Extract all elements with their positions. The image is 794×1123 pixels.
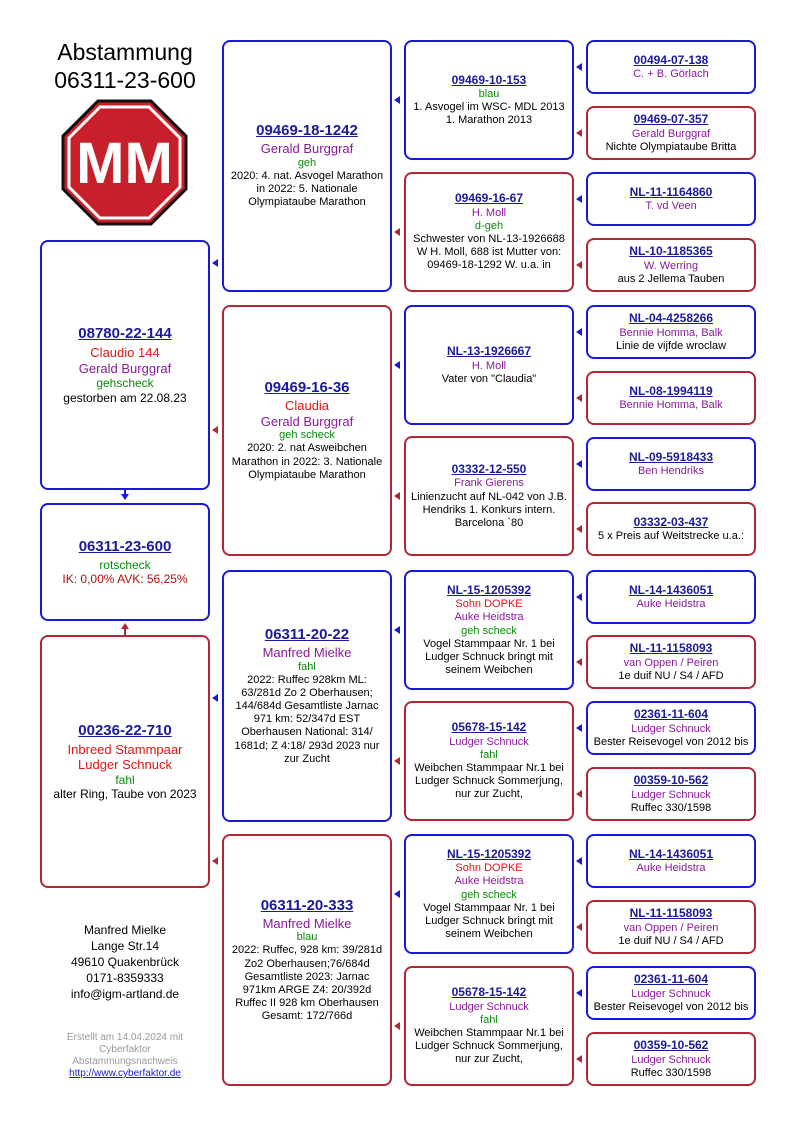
g4-breeder: Auke Heidstra: [636, 862, 706, 875]
g4-card[interactable]: [586, 966, 756, 1020]
g4-card[interactable]: [586, 172, 756, 226]
g4-ring[interactable]: 00494-07-138: [633, 52, 709, 67]
g2-info: 2020: 2. nat Asweibchen Marathon in 2022: 3. Nationale Olympiataube Marathon: [231, 442, 383, 481]
g3-breeder: H. Moll: [471, 206, 507, 219]
g2-color: fahl: [298, 660, 316, 673]
dam-card[interactable]: [40, 635, 210, 888]
g3-breeder: Auke Heidstra: [454, 875, 524, 888]
sire-breeder: Gerald Burggraf: [78, 360, 172, 376]
contact-city: 49610 Quakenbrück: [70, 955, 180, 969]
arrow-left-icon: [576, 923, 582, 931]
g4-breeder: C. + B. Görlach: [633, 68, 709, 81]
g4-info: Ruffec 330/1598: [630, 801, 712, 814]
g3-info: Vater von "Claudia": [441, 372, 537, 385]
g4-breeder: van Oppen / Peiren: [623, 656, 719, 669]
granddam-paternal-card[interactable]: [222, 305, 392, 556]
g4-ring[interactable]: NL-11-1164860: [629, 184, 713, 199]
g3-card[interactable]: [404, 701, 574, 821]
g4-card[interactable]: [586, 437, 756, 491]
granddam-maternal-card[interactable]: [222, 834, 392, 1086]
g3-breeder: H. Moll: [471, 359, 507, 372]
arrow-left-icon: [394, 626, 400, 634]
g4-breeder: Ludger Schnuck: [631, 722, 711, 735]
arrow-left-icon: [576, 525, 582, 533]
g4-ring[interactable]: 03332-03-437: [633, 514, 709, 529]
g4-card[interactable]: [586, 106, 756, 160]
g4-info: Bester Reisevogel von 2012 bis: [593, 735, 749, 748]
g4-card[interactable]: [586, 1032, 756, 1086]
arrow-left-icon: [576, 129, 582, 137]
g4-card[interactable]: [586, 371, 756, 425]
g4-breeder: T. vd Veen: [645, 200, 697, 213]
arrow-down-icon: [121, 494, 129, 500]
sire-color: gehscheck: [96, 376, 154, 391]
g4-breeder: van Oppen / Peiren: [623, 921, 719, 934]
subject-color: rotscheck: [99, 557, 151, 572]
contact-street: Lange Str.14: [90, 939, 160, 953]
g3-card[interactable]: [404, 834, 574, 954]
g4-info: Bester Reisevogel von 2012 bis: [593, 1000, 749, 1013]
g2-info: 2020: 4. nat. Asvogel Marathon in 2022: 5. Nationale Olympiataube Marathon: [230, 170, 384, 209]
g4-breeder: Ludger Schnuck: [631, 987, 711, 1000]
g2-breeder: Manfred Mielke: [262, 644, 352, 660]
sire-info: gestorben am 22.08.23: [63, 390, 187, 405]
arrow-left-icon: [394, 228, 400, 236]
g3-breeder: Ludger Schnuck: [449, 735, 529, 748]
arrow-left-icon: [576, 63, 582, 71]
arrow-left-icon: [394, 96, 400, 104]
g4-card[interactable]: [586, 40, 756, 94]
arrow-left-icon: [576, 790, 582, 798]
g2-ring[interactable]: 06311-20-333: [260, 896, 354, 914]
g4-info: Nichte Olympiataube Britta: [605, 140, 737, 153]
footer-line2: Cyberfaktor: [99, 1044, 151, 1055]
g3-ring[interactable]: 03332-12-550: [451, 461, 527, 476]
subject-inbreeding: IK: 0,00% AVK: 56,25%: [62, 572, 188, 586]
g3-ring[interactable]: 09469-10-153: [451, 72, 527, 87]
page-title: Abstammung: [57, 39, 193, 65]
footer: [40, 1032, 210, 1080]
g4-breeder: Auke Heidstra: [636, 598, 706, 611]
g4-info: 1e duif NU / S4 / AFD: [618, 934, 724, 947]
g3-name: Sohn DOPKE: [455, 862, 523, 875]
contact-name: Manfred Mielke: [83, 923, 167, 937]
arrow-up-icon: [121, 623, 129, 629]
g3-color: d-geh: [474, 219, 504, 232]
g3-name: Sohn DOPKE: [455, 598, 523, 611]
g4-breeder: Gerald Burggraf: [631, 127, 711, 140]
arrow-left-icon: [212, 426, 218, 434]
g4-card[interactable]: [586, 305, 756, 359]
g3-info: Vogel Stammpaar Nr. 1 bei Ludger Schnuck bringt mit seinem Weibchen: [423, 637, 555, 677]
mm-logo: [61, 99, 188, 226]
page-header: [40, 38, 210, 94]
g3-card[interactable]: [404, 40, 574, 160]
g3-info: Vogel Stammpaar Nr. 1 bei Ludger Schnuck bringt mit seinem Weibchen: [423, 901, 555, 941]
g2-breeder: Manfred Mielke: [262, 915, 352, 931]
g4-card[interactable]: [586, 900, 756, 954]
g3-card[interactable]: [404, 570, 574, 690]
g4-card[interactable]: [586, 701, 756, 755]
arrow-left-icon: [576, 658, 582, 666]
g4-ring[interactable]: 09469-07-357: [633, 112, 709, 127]
g4-ring[interactable]: NL-11-1158093: [629, 906, 713, 921]
grandsire-maternal-card[interactable]: [222, 570, 392, 822]
g3-info: Schwester von NL-13-1926688 W H. Moll, 688 ist Mutter von: 09469-18-1292 W. u.a. in: [413, 233, 565, 272]
g3-color: geh scheck: [461, 888, 517, 901]
g3-ring[interactable]: NL-13-1926667: [446, 344, 532, 359]
g3-breeder: Frank Gierens: [454, 477, 524, 490]
g3-ring[interactable]: 09469-16-67: [454, 191, 524, 206]
g3-ring[interactable]: 05678-15-142: [451, 720, 527, 735]
g4-card[interactable]: [586, 502, 756, 556]
g3-breeder: Auke Heidstra: [454, 611, 524, 624]
subject-card[interactable]: [40, 503, 210, 621]
arrow-left-icon: [576, 593, 582, 601]
g2-info: 2022: Ruffec, 928 km: 39/281d Zo2 Oberhausen;76/684d Gesamtliste 2023: Jarnac 971km ARGE Z4: 20/392d Ruffec II 928 km Oberhausen Gesamt: 172/766d: [231, 944, 383, 1023]
g3-ring[interactable]: NL-15-1205392: [446, 582, 532, 597]
arrow-left-icon: [212, 259, 218, 267]
g2-breeder: Gerald Burggraf: [260, 141, 354, 157]
contact-email[interactable]: info@igm-artland.de: [70, 987, 180, 1001]
g3-color: fahl: [480, 748, 498, 761]
arrow-left-icon: [576, 460, 582, 468]
g4-ring[interactable]: 02361-11-604: [633, 972, 709, 987]
g3-color: geh scheck: [461, 624, 517, 637]
g3-color: fahl: [480, 1013, 498, 1026]
g2-name: Claudia: [284, 398, 330, 414]
dam-color: fahl: [115, 772, 135, 787]
g2-color: geh scheck: [279, 429, 335, 442]
dam-name: Inbreed Stammpaar Ludger Schnuck: [67, 741, 183, 773]
logo-text: MM: [76, 131, 173, 196]
page-ring-number: 06311-23-600: [54, 67, 196, 93]
arrow-left-icon: [394, 890, 400, 898]
g2-ring[interactable]: 06311-20-22: [264, 625, 350, 643]
g3-info: 1. Asvogel im WSC- MDL 2013 1. Marathon 2013: [413, 101, 565, 127]
g3-info: Weibchen Stammpaar Nr.1 bei Ludger Schnuck Sommerjung, nur zur Zucht,: [414, 762, 564, 801]
g4-ring[interactable]: NL-09-5918433: [628, 449, 714, 464]
dam-info: alter Ring, Taube von 2023: [53, 787, 197, 802]
g4-ring[interactable]: NL-11-1158093: [629, 641, 713, 656]
g4-card[interactable]: [586, 238, 756, 292]
sire-card[interactable]: [40, 240, 210, 490]
g4-ring[interactable]: 00359-10-562: [633, 1038, 709, 1053]
sire-name: Claudio 144: [90, 345, 160, 361]
g4-ring[interactable]: NL-10-1185365: [629, 244, 713, 259]
g3-color: blau: [478, 87, 500, 100]
g4-info: aus 2 Jellema Tauben: [617, 272, 725, 285]
dam-ring[interactable]: 00236-22-710: [78, 721, 172, 739]
g4-info: 1e duif NU / S4 / AFD: [618, 669, 724, 682]
g4-breeder: Bennie Homma, Balk: [619, 326, 723, 339]
g2-breeder: Gerald Burggraf: [260, 413, 354, 429]
g3-breeder: Ludger Schnuck: [449, 1000, 529, 1013]
g4-breeder: W. Werring: [643, 259, 699, 272]
arrow-left-icon: [576, 261, 582, 269]
g2-ring[interactable]: 09469-18-1242: [256, 122, 358, 140]
g4-info: Linie de vijfde wroclaw: [615, 339, 727, 352]
g4-ring[interactable]: NL-14-1436051: [628, 846, 714, 861]
contact-block: [40, 922, 210, 1002]
sire-ring[interactable]: 08780-22-144: [78, 325, 172, 343]
g4-ring[interactable]: NL-14-1436051: [628, 582, 714, 597]
g4-breeder: Ben Hendriks: [637, 465, 705, 478]
g4-breeder: Ludger Schnuck: [631, 788, 711, 801]
g4-card[interactable]: [586, 834, 756, 888]
g3-card[interactable]: [404, 436, 574, 556]
g2-info: 2022: Ruffec 928km ML: 63/281d Zo 2 Oberhausen; 144/684d Gesamtliste Jarnac 971 km: 52/347d EST Oberhausen National: 314/ 1681d; Z 4:18/ 293d 2023 nur zur Zucht: [234, 673, 380, 765]
footer-link[interactable]: http://www.cyberfaktor.de: [69, 1068, 181, 1079]
g3-info: Linienzucht auf NL-042 von J.B. Hendriks 1. Konkurs intern. Barcelona `80: [411, 490, 567, 529]
arrow-left-icon: [394, 1022, 400, 1030]
g4-card[interactable]: [586, 635, 756, 689]
g3-ring[interactable]: NL-15-1205392: [446, 846, 532, 861]
g4-info: Ruffec 330/1598: [630, 1066, 712, 1079]
arrow-left-icon: [576, 394, 582, 402]
g2-color: geh: [297, 156, 317, 169]
g3-card[interactable]: [404, 305, 574, 425]
g3-card[interactable]: [404, 172, 574, 292]
g3-card[interactable]: [404, 966, 574, 1086]
g4-ring[interactable]: 02361-11-604: [633, 707, 709, 722]
g3-info: Weibchen Stammpaar Nr.1 bei Ludger Schnuck Sommerjung, nur zur Zucht,: [414, 1027, 564, 1066]
arrow-left-icon: [576, 989, 582, 997]
g4-card[interactable]: [586, 767, 756, 821]
contact-phone: 0171-8359333: [86, 971, 164, 985]
g4-breeder: Ludger Schnuck: [631, 1053, 711, 1066]
g2-color: blau: [296, 931, 318, 944]
arrow-left-icon: [576, 857, 582, 865]
g4-ring[interactable]: 00359-10-562: [633, 773, 709, 788]
arrow-left-icon: [576, 1055, 582, 1063]
g4-ring[interactable]: NL-04-4258266: [628, 311, 714, 326]
g4-ring[interactable]: NL-08-1994119: [629, 383, 713, 398]
footer-line3: Abstammungsnachweis: [72, 1056, 178, 1067]
g2-ring[interactable]: 09469-16-36: [264, 379, 350, 397]
subject-ring[interactable]: 06311-23-600: [78, 537, 172, 555]
arrow-left-icon: [212, 857, 218, 865]
g4-breeder: Bennie Homma, Balk: [619, 399, 723, 412]
arrow-left-icon: [212, 694, 218, 702]
arrow-left-icon: [394, 757, 400, 765]
g4-card[interactable]: [586, 570, 756, 624]
arrow-left-icon: [576, 328, 582, 336]
arrow-left-icon: [394, 492, 400, 500]
footer-line1: Erstellt am 14.04.2024 mit: [66, 1032, 184, 1043]
arrow-left-icon: [394, 361, 400, 369]
g4-info: 5 x Preis auf Weitstrecke u.a.:: [598, 530, 744, 543]
arrow-left-icon: [576, 724, 582, 732]
g3-ring[interactable]: 05678-15-142: [451, 985, 527, 1000]
arrow-left-icon: [576, 195, 582, 203]
grandsire-paternal-card[interactable]: [222, 40, 392, 292]
